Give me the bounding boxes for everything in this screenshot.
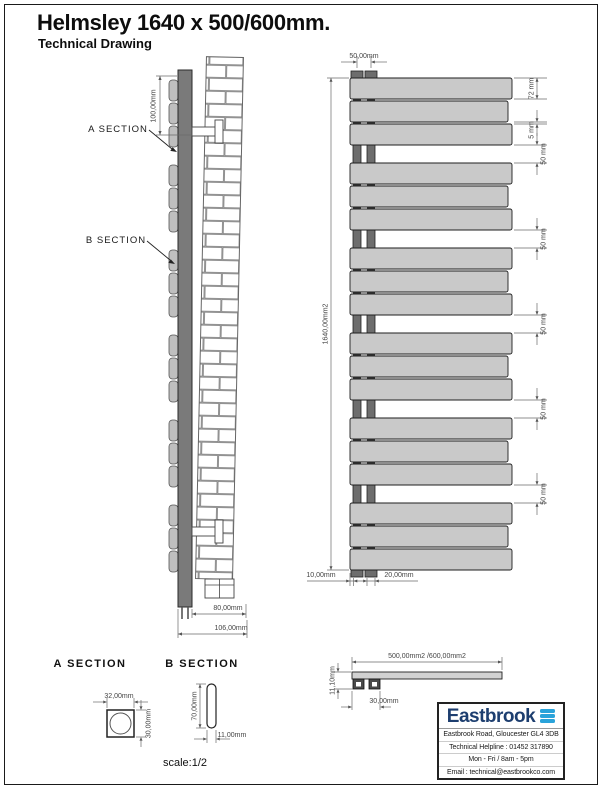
- dim-top-depth: [330, 663, 354, 699]
- dim-panel-gap: [514, 110, 547, 139]
- radiator-panel: [350, 163, 512, 184]
- radiator-panel: [350, 271, 508, 292]
- pipe-stub: [365, 71, 377, 78]
- dim-b-height-label: 70,00mm: [191, 691, 199, 721]
- radiator-panel: [350, 503, 512, 524]
- radiator-panel: [350, 186, 508, 207]
- front-view: [306, 53, 547, 586]
- pipe-stub: [365, 570, 377, 577]
- connector-tube: [353, 230, 361, 248]
- a-section-callout-label: A SECTION: [88, 124, 148, 135]
- radiator-panel: [350, 441, 508, 462]
- dim-top-width: [352, 653, 502, 670]
- dim-top-pipe-offset-label: 30,00mm: [369, 698, 399, 705]
- company-info-box: [437, 702, 565, 780]
- connector-tube: [353, 485, 361, 503]
- scale-label: scale:1/2: [163, 757, 208, 769]
- radiator-panel: [350, 333, 512, 354]
- panel-edge-tab: [169, 188, 178, 209]
- radiator-panel: [350, 294, 512, 315]
- company-logo-text: Eastbrook: [446, 705, 536, 727]
- company-email: Email : technical@eastbrookco.com: [446, 768, 556, 776]
- panel-edge-tab: [169, 528, 178, 549]
- dim-pipe-centres-label: 50,00mm: [349, 53, 379, 60]
- square-tube-section: [107, 710, 134, 737]
- panel-edge-tab: [169, 420, 178, 441]
- panel-top-profile: [352, 672, 502, 679]
- panel-edge-tab: [169, 443, 178, 464]
- dim-b-width: [194, 730, 246, 743]
- dim-group-gap-label: 50 mm: [540, 483, 548, 505]
- radiator-panel: [350, 78, 512, 99]
- panel-edge-tab: [169, 80, 178, 101]
- dim-pipe-spacing-label: 20,00mm: [384, 572, 414, 579]
- connector-tube: [367, 485, 375, 503]
- connector-tube: [367, 230, 375, 248]
- a-section-detail: [54, 658, 153, 747]
- dim-panel-height-label: 72 mm: [528, 77, 536, 100]
- a-section-heading: A SECTION: [53, 658, 127, 670]
- dim-top-pipe-offset: [341, 691, 399, 710]
- dim-a-width: [93, 693, 148, 708]
- dim-group-gaps: [514, 133, 548, 515]
- dim-depth-bar-label: 80,00mm: [213, 605, 243, 612]
- dim-panel-gap-label: 5 mm: [528, 121, 536, 139]
- dim-a-width-label: 32,00mm: [104, 693, 134, 700]
- panel-edge-tab: [169, 126, 178, 147]
- dim-overall-height-label: 1640,00mm2: [322, 303, 330, 345]
- company-hours: Mon - Fri / 8am - 5pm: [439, 754, 563, 767]
- dim-panel-height: [514, 78, 547, 100]
- pipe-bore: [372, 682, 377, 687]
- page-title: Helmsley 1640 x 500/600mm.: [37, 10, 331, 35]
- pipe-bore: [356, 682, 361, 687]
- dim-overall-height: [323, 78, 350, 570]
- side-view: [86, 57, 248, 638]
- pipe-stub: [351, 570, 363, 577]
- radiator-panel: [350, 379, 512, 400]
- dim-group-gap-label: 50 mm: [540, 143, 548, 165]
- connector-tube: [353, 315, 361, 333]
- b-section-detail: [165, 658, 246, 743]
- dim-group-gap-label: 50 mm: [540, 228, 548, 250]
- radiator-panel: [350, 464, 512, 485]
- dim-group-gap-label: 50 mm: [540, 398, 548, 420]
- b-section-callout-label: B SECTION: [85, 235, 147, 246]
- page-subtitle: Technical Drawing: [38, 36, 152, 51]
- panel-edge-tab: [169, 273, 178, 294]
- connector-tube: [367, 315, 375, 333]
- panel-edge-tab: [169, 505, 178, 526]
- connector-tube: [367, 145, 375, 163]
- radiator-panel: [350, 248, 512, 269]
- radiator-panel: [350, 209, 512, 230]
- b-section-heading: B SECTION: [165, 658, 239, 670]
- connector-tube: [353, 400, 361, 418]
- panel-oval-section: [207, 684, 216, 728]
- connector-tube: [353, 145, 361, 163]
- dim-b-width-label: 11,00mm: [217, 732, 247, 739]
- panel-edge-tab: [169, 335, 178, 356]
- dim-depth-total-label: 106,00mm: [214, 625, 248, 632]
- panel-edge-tab: [169, 551, 178, 572]
- panel-edge-tab: [169, 211, 178, 232]
- bottom-fixing-detail: [205, 579, 234, 598]
- radiator-panel: [350, 356, 508, 377]
- dim-top-depth-label: 11,10mm: [329, 666, 337, 695]
- radiator-panel: [350, 549, 512, 570]
- connector-tube: [367, 400, 375, 418]
- panel-edge-tab: [169, 296, 178, 317]
- company-helpline: Technical Helpline : 01452 317890: [439, 742, 563, 755]
- b-section-callout: [86, 235, 175, 264]
- panel-edge-tab: [169, 381, 178, 402]
- waves-icon: [540, 709, 555, 722]
- dim-a-height: [136, 700, 153, 747]
- panel-edge-tab: [169, 466, 178, 487]
- radiator-panel: [350, 101, 508, 122]
- panel-edge-tab: [169, 103, 178, 124]
- pipe-stub: [351, 71, 363, 78]
- dim-group-gap-label: 50 mm: [540, 313, 548, 335]
- radiator-panel: [350, 124, 512, 145]
- dim-bracket-top-label: 100,00mm: [150, 89, 158, 123]
- panel-edge-tabs: [169, 80, 178, 572]
- radiator-panel: [350, 526, 508, 547]
- dim-pipe-centres: [341, 53, 387, 68]
- dim-top-width-label: 500,00mm2 /600,00mm2: [388, 653, 466, 660]
- dim-b-height: [192, 684, 207, 728]
- company-logo: [439, 704, 563, 729]
- dim-pipe-left-label: 10,00mm: [306, 572, 336, 579]
- radiator-column: [178, 70, 192, 607]
- radiator-panel: [350, 418, 512, 439]
- a-section-callout: [88, 124, 177, 152]
- company-address: Eastbrook Road, Gloucester GL4 3DB: [439, 729, 563, 742]
- panel-edge-tab: [169, 165, 178, 186]
- dim-a-height-label: 30,00mm: [145, 708, 153, 739]
- panel-edge-tab: [169, 358, 178, 379]
- connector-tubes: [351, 71, 377, 577]
- dim-depth-bar: [192, 604, 246, 618]
